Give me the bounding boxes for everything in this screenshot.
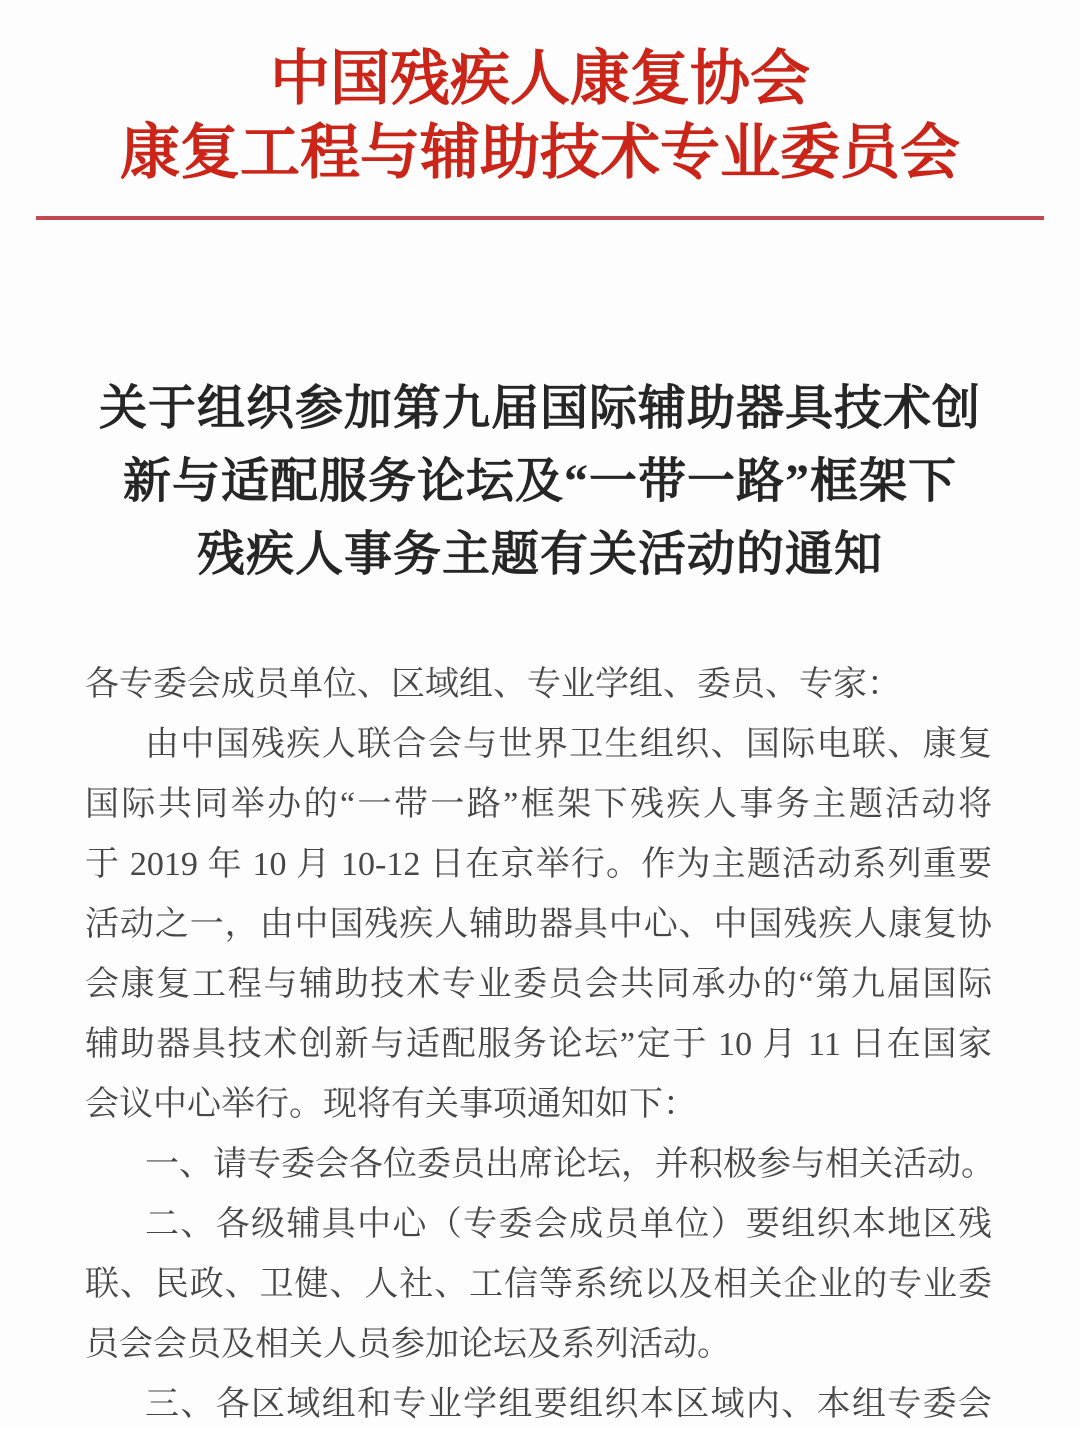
salutation-line: 各专委会成员单位、区域组、专业学组、委员、专家： (85, 666, 901, 703)
notice-title-line1: 关于组织参加第九届国际辅助器具技术创 (98, 382, 981, 435)
item-three-line: 三、各区域组和专业学组要组织本区域内、本组专委会 (145, 1386, 992, 1423)
notice-title-line3: 残疾人事务主题有关活动的通知 (196, 528, 883, 581)
intro-line-6: 辅助器具技术创新与适配服务论坛”定于 10 月 11 日在国家 (85, 1026, 992, 1063)
item-one-line: 一、请专委会各位委员出席论坛，并积极参与相关活动。 (145, 1146, 995, 1183)
item-two-line-3: 员会会员及相关人员参加论坛及系列活动。 (85, 1326, 731, 1363)
item-two-line-1: 二、各级辅具中心（专委会成员单位）要组织本地区残 (145, 1206, 992, 1243)
intro-line-1: 由中国残疾人联合会与世界卫生组织、国际电联、康复 (145, 726, 992, 763)
letterhead-divider-rule (36, 216, 1044, 220)
intro-line-4: 活动之一，由中国残疾人辅助器具中心、中国残疾人康复协 (85, 906, 992, 943)
intro-line-3: 于 2019 年 10 月 10-12 日在京举行。作为主题活动系列重要 (85, 846, 992, 883)
intro-line-5: 会康复工程与辅助技术专业委员会共同承办的“第九届国际 (85, 966, 992, 1003)
org-name-line1: 中国残疾人康复协会 (270, 46, 810, 112)
notice-title-line2: 新与适配服务论坛及“一带一路”框架下 (122, 455, 957, 508)
org-name-line2: 康复工程与辅助技术专业委员会 (120, 120, 960, 186)
intro-line-7: 会议中心举行。现将有关事项通知如下： (85, 1086, 697, 1123)
intro-line-2: 国际共同举办的“一带一路”框架下残疾人事务主题活动将 (85, 786, 992, 823)
notice-body (0, 655, 1080, 1429)
letterhead (0, 0, 1080, 220)
notice-title (0, 372, 1080, 591)
item-two-line-2: 联、民政、卫健、人社、工信等系统以及相关企业的专业委 (85, 1266, 992, 1303)
